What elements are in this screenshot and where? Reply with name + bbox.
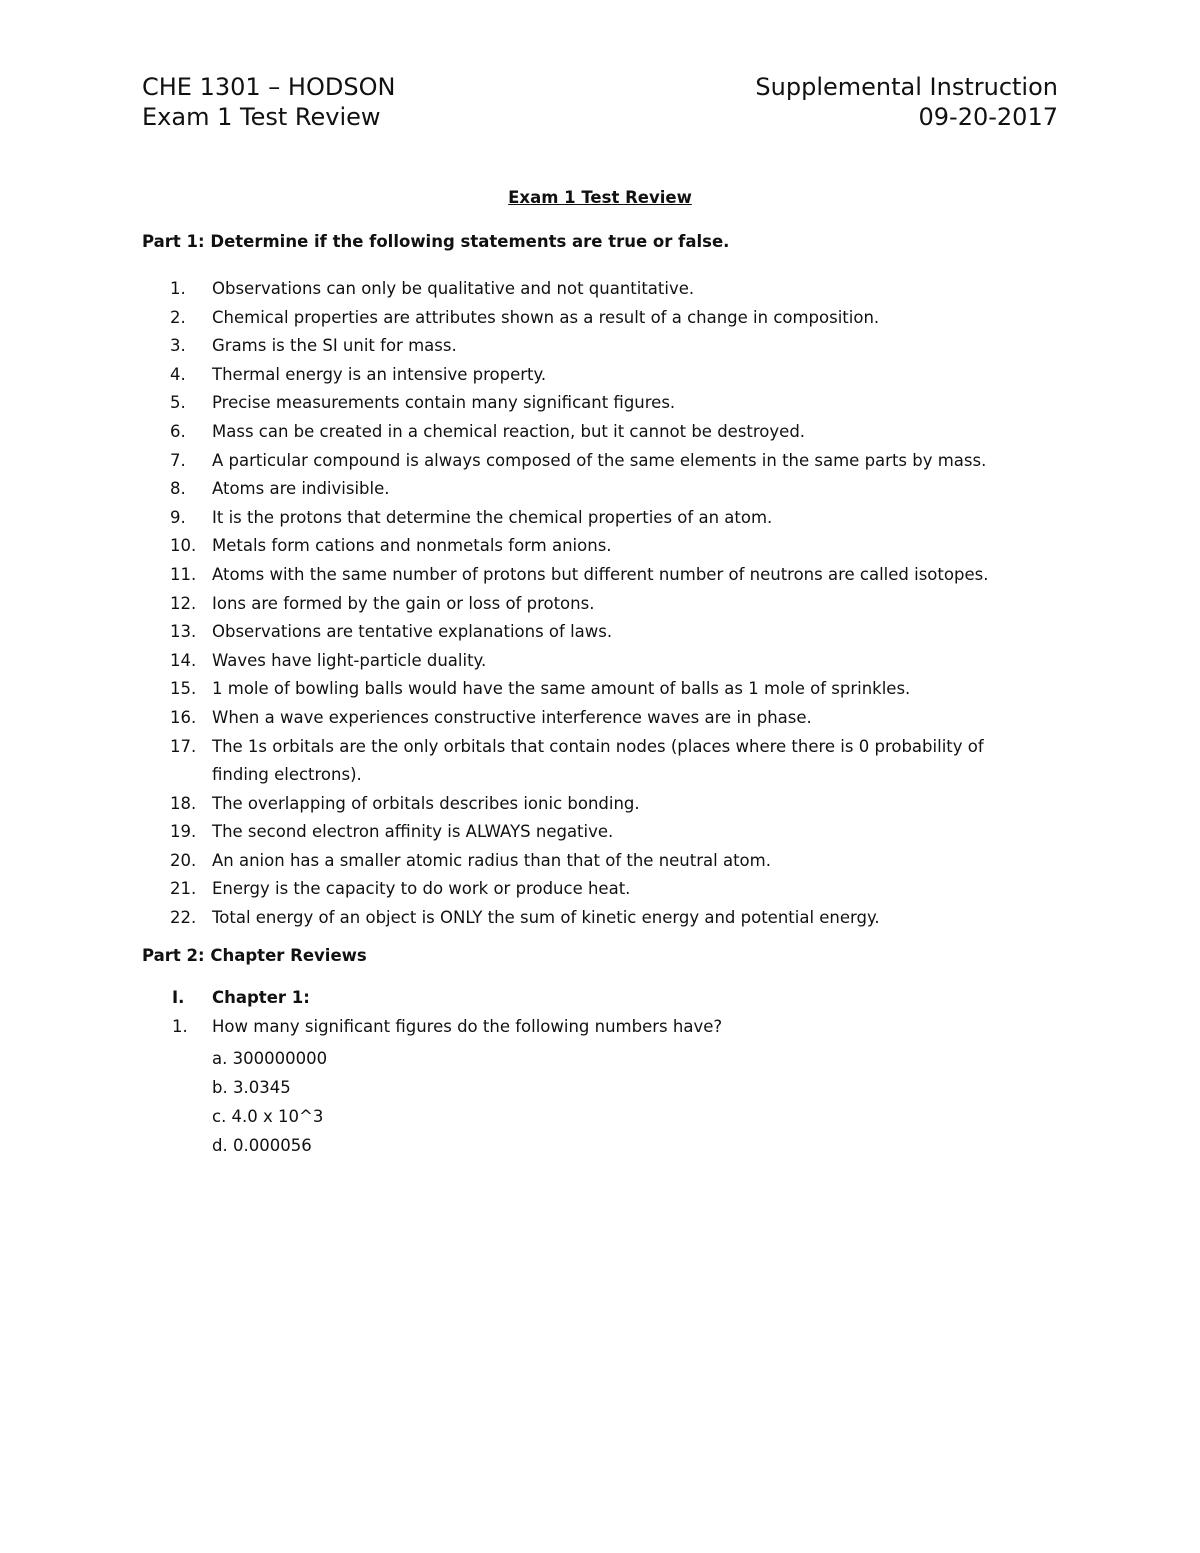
option-item: a. 300000000 [212,1049,328,1068]
question-options [212,1044,327,1160]
list-item [142,532,1042,561]
subtitle-header: Exam 1 Test Review [142,103,381,131]
option-item: d. 0.000056 [212,1136,312,1155]
item-number: 4. [170,364,186,384]
item-text: It is the protons that determine the chemical properties of an atom. [212,507,773,527]
item-text: Ions are formed by the gain or loss of protons. [212,593,595,613]
list-item [142,847,1042,876]
item-text: Chemical properties are attributes shown as a result of a change in composition. [212,307,880,327]
item-text: The 1s orbitals are the only orbitals that contain nodes (places where there is 0 probability of finding electrons). [212,736,984,785]
item-text: Waves have light-particle duality. [212,650,487,670]
true-false-list [142,275,1042,933]
list-item [142,332,1042,361]
list-item [142,304,1042,333]
item-number: 7. [170,450,186,470]
part1-heading: Part 1: Determine if the following statements are true or false. [142,232,730,251]
item-text: Observations can only be qualitative and not quantitative. [212,279,695,298]
item-number: 18. [170,793,197,813]
item-number: 20. [170,850,197,870]
item-number: 14. [170,650,197,670]
list-item [142,590,1042,619]
item-number: 13. [170,622,197,642]
item-number: 6. [170,421,186,441]
list-item [142,418,1042,447]
item-text: The overlapping of orbitals describes ionic bonding. [212,793,640,813]
list-item [142,561,1042,590]
list-item [142,618,1042,647]
option-item: b. 3.0345 [212,1078,291,1097]
question-text: How many significant figures do the following numbers have? [212,1017,723,1036]
item-text: Thermal energy is an intensive property. [212,364,547,384]
chapter-numeral: I. [172,988,185,1007]
item-text: Grams is the SI unit for mass. [212,336,457,356]
item-number: 16. [170,707,197,727]
item-number: 8. [170,479,186,499]
list-item [142,733,1032,790]
item-text: Metals form cations and nonmetals form anions. [212,536,612,556]
item-text: A particular compound is always composed of the same elements in the same parts by mass. [212,450,987,470]
item-number: 17. [170,736,197,756]
item-number: 12. [170,593,197,613]
program-header: Supplemental Instruction [755,73,1058,101]
item-number: 5. [170,393,186,413]
question-number: 1. [172,1017,188,1036]
date-header: 09-20-2017 [918,103,1058,131]
item-text: The second electron affinity is ALWAYS negative. [212,822,614,842]
list-item [142,275,1042,304]
item-text: Atoms with the same number of protons but different number of neutrons are called isotopes. [212,564,989,584]
list-item [142,447,1042,476]
item-text: Precise measurements contain many significant figures. [212,393,676,413]
list-item [142,647,1042,676]
list-item [142,704,1042,733]
course-header: CHE 1301 – HODSON [142,73,396,101]
chapter-label: Chapter 1: [212,988,310,1007]
item-number: 15. [170,679,197,699]
item-text: Total energy of an object is ONLY the sum of kinetic energy and potential energy. [212,908,880,928]
list-item [142,675,1042,704]
item-number: 9. [170,507,186,527]
item-text: When a wave experiences constructive interference waves are in phase. [212,707,812,727]
item-text: 1 mole of bowling balls would have the same amount of balls as 1 mole of sprinkles. [212,679,911,699]
list-item [142,361,1042,390]
list-item [142,818,1042,847]
option-item: c. 4.0 x 10^3 [212,1107,324,1126]
item-number: 11. [170,564,197,584]
item-text: Atoms are indivisible. [212,479,390,499]
list-item [142,475,1042,504]
list-item [142,389,1042,418]
item-number: 22. [170,908,197,928]
item-number: 10. [170,536,197,556]
item-number: 1. [170,279,186,298]
item-text: Mass can be created in a chemical reaction, but it cannot be destroyed. [212,421,806,441]
item-text: An anion has a smaller atomic radius than that of the neutral atom. [212,850,771,870]
document-title: Exam 1 Test Review [508,188,692,207]
list-item [142,504,1042,533]
item-number: 2. [170,307,186,327]
list-item [142,790,1042,819]
item-number: 3. [170,336,186,356]
item-number: 21. [170,879,197,899]
item-text: Energy is the capacity to do work or produce heat. [212,879,631,899]
item-number: 19. [170,822,197,842]
part2-heading: Part 2: Chapter Reviews [142,946,367,965]
list-item [142,875,1042,904]
item-text: Observations are tentative explanations of laws. [212,622,613,642]
list-item [142,904,1042,933]
